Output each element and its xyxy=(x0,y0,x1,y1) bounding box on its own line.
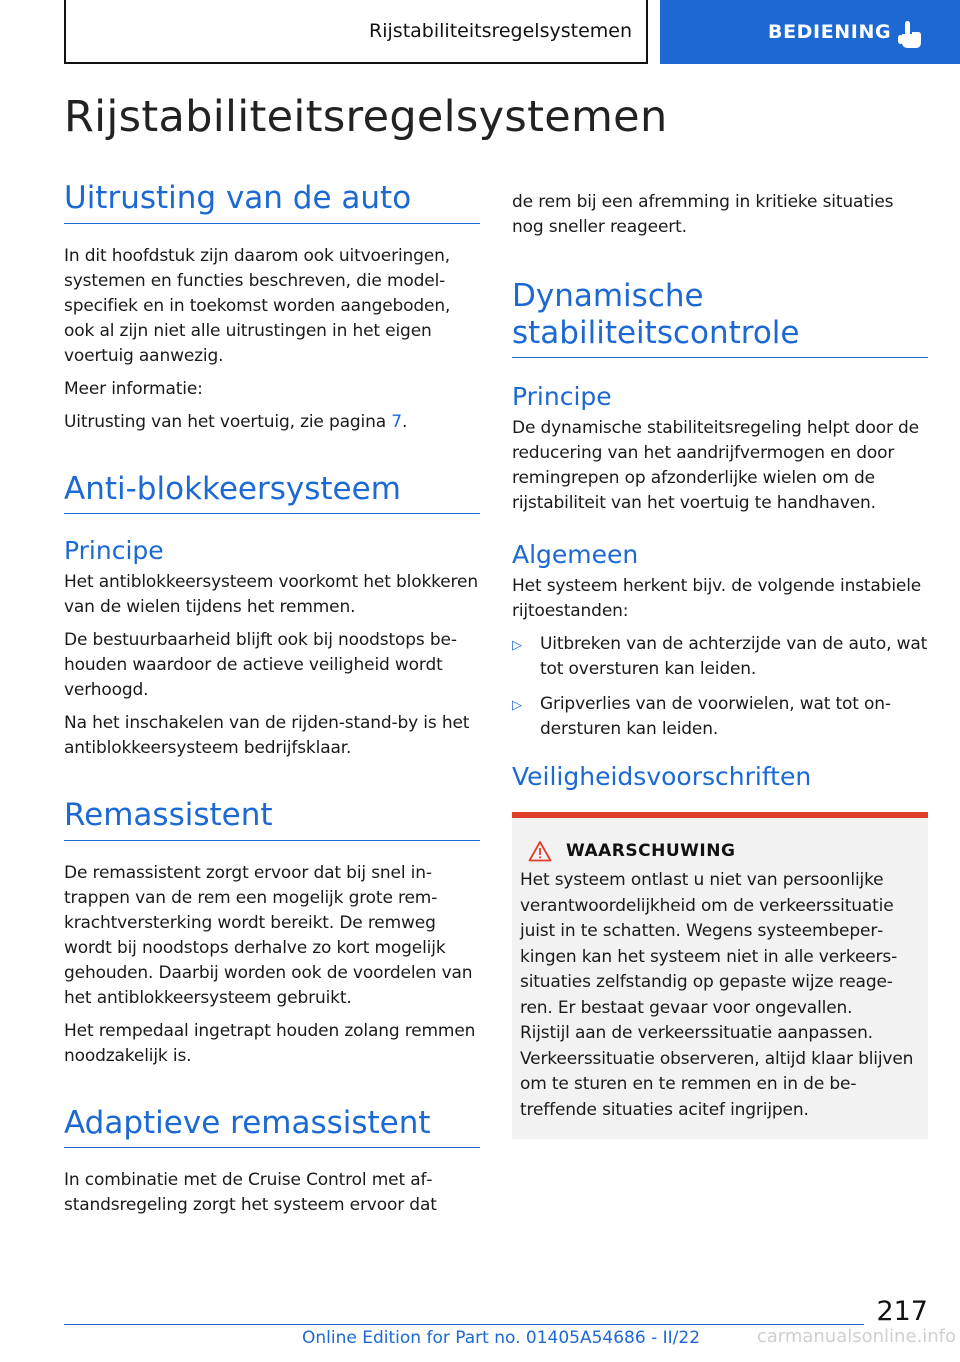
dsc-paragraph: De dynamische stabiliteitsregeling helpt door de reducering van het aandrijfvermogen en door remingrepen op afzonderlijke wielen om de rijstabiliteit van het voertuig te handhaven. xyxy=(512,418,919,514)
section-heading-adaptieve: Adaptieve remassistent xyxy=(64,1105,480,1149)
section-heading-remassistent: Remassistent xyxy=(64,797,480,841)
subheading-principe-abs: Principe xyxy=(64,536,164,566)
warning-body-1: Het systeem ontlast u niet van persoonlijke verantwoordelijkheid om de verkeerssituatie juist in te schatten. Wegens systeembeperkingen kan het systeem niet in alle verkeerssituaties zelfstandig op gepaste wijze reageren. Er bestaat gevaar voor ongevallen. xyxy=(520,870,898,1018)
meer-informatie-label: Meer informatie: xyxy=(64,378,203,399)
list-item-text: Gripverlies van de voorwielen, wat tot ondersturen kan leiden. xyxy=(540,694,892,740)
list-item xyxy=(512,632,928,682)
header-chapter-label: BEDIENING xyxy=(768,21,892,43)
warning-body-2: Rijstijl aan de verkeerssituatie aanpassen. Verkeerssituatie observeren, altijd klaar blijven om te sturen en te remmen en in de betreffende situaties acitef ingrijpen. xyxy=(520,1023,914,1120)
instability-list xyxy=(512,632,928,742)
page-title: Rijstabiliteitsregelsystemen xyxy=(64,92,668,142)
subheading-principe-dsc: Principe xyxy=(512,382,612,412)
footer-divider xyxy=(64,1324,864,1325)
list-item-text: Uitbreken van de achterzijde van de auto, wat tot oversturen kan leiden. xyxy=(540,634,928,680)
left-column xyxy=(64,180,480,1226)
abs-paragraph-1: Het antiblokkeersysteem voorkomt het blokkeren van de wielen tijdens het remmen. xyxy=(64,572,478,618)
continued-paragraph: de rem bij een afremming in kritieke situaties nog sneller reageert. xyxy=(512,192,894,237)
header-section-box xyxy=(64,0,648,64)
page-link[interactable]: 7 xyxy=(391,411,402,432)
page-number: 217 xyxy=(876,1296,928,1327)
abs-paragraph-2: De bestuurbaarheid blijft ook bij noodstops behouden waardoor de actieve veiligheid wordt verhoogd. xyxy=(64,630,457,701)
uitrusting-reference xyxy=(64,410,480,435)
subheading-algemeen: Algemeen xyxy=(512,540,639,570)
section-heading-abs: Anti-blokkeersysteem xyxy=(64,471,480,515)
algemeen-paragraph: Het systeem herkent bijv. de volgende instabiele rijtoestanden: xyxy=(512,576,922,622)
remassistent-paragraph-1: De remassistent zorgt ervoor dat bij snel intrappen van de rem een mogelijk grote remkrachtversterking wordt bereikt. De remweg wordt bij noodstops derhalve zo kort mogelijk gehouden. Daarbij worden ook de voordelen van het antiblokkeersysteem gebruikt. xyxy=(64,862,473,1008)
warning-triangle-icon xyxy=(528,840,552,862)
abs-paragraph-3: Na het inschakelen van de rijden-stand-by is het antiblokkeersysteem bedrijfsklaar. xyxy=(64,713,470,759)
bullet-triangle-icon: ▷ xyxy=(512,638,522,654)
right-column xyxy=(512,190,928,1139)
remassistent-paragraph-2: Het rempedaal ingetrapt houden zolang remmen noodzakelijk is. xyxy=(64,1020,476,1066)
watermark: carmanualsonline.info xyxy=(756,1326,956,1347)
subheading-veiligheid: Veiligheidsvoorschriften xyxy=(512,762,812,792)
adaptieve-paragraph: In combinatie met de Cruise Control met afstandsregeling zorgt het systeem ervoor dat xyxy=(64,1170,437,1216)
section-heading-dsc: Dynamische stabiliteitscontrole xyxy=(512,278,928,358)
footer-edition: Online Edition for Part no. 01405A54686 - II/22 xyxy=(302,1328,701,1348)
bullet-triangle-icon: ▷ xyxy=(512,698,522,714)
reference-text: Uitrusting van het voertuig, zie pagina xyxy=(64,411,387,432)
warning-header xyxy=(520,840,918,862)
header-section-title: Rijstabiliteitsregelsystemen xyxy=(369,20,632,42)
warning-box xyxy=(512,812,928,1139)
uitrusting-paragraph: In dit hoofdstuk zijn daarom ook uitvoeringen, systemen en functies beschreven, die modelspecifiek en in toekomst worden aangeboden, ook al zijn niet alle uitrustingen in het eigen voertuig aanwezig. xyxy=(64,245,451,366)
reference-end: . xyxy=(401,411,408,432)
list-item xyxy=(512,692,928,742)
section-heading-uitrusting: Uitrusting van de auto xyxy=(64,180,480,224)
header-chapter-tab[interactable] xyxy=(660,0,960,64)
hand-pointer-icon xyxy=(896,20,924,50)
warning-title: WAARSCHUWING xyxy=(566,841,736,862)
